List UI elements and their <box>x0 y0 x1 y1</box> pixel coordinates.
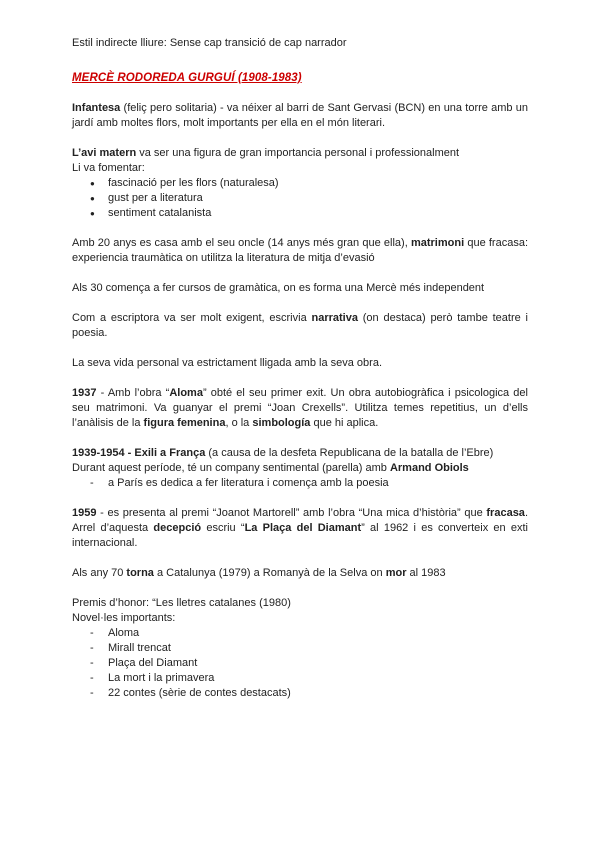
avi-intro: Li va fomentar: <box>72 162 145 174</box>
text-run: ” al 1962 i es converteix en exti internacional. <box>72 522 529 549</box>
text-run: - es presenta al premi “Joanot Martorell” amb l’obra “Una mica d’història” que <box>96 507 487 519</box>
bold-text: Infantesa <box>72 102 121 114</box>
text-run: a Catalunya (1979) a Romanyà de la Selva on <box>153 567 386 579</box>
list-item: ● sentiment catalanista <box>72 206 528 221</box>
text-run: que hi aplica. <box>310 417 379 429</box>
text-run: . Arrel d’aquesta <box>72 507 528 534</box>
text-run: - Amb l’obra “ <box>96 387 170 399</box>
list-item: ● fascinació per les flors (naturalesa) <box>72 176 528 191</box>
exili-paragraph <box>72 461 528 476</box>
bold-text: La Plaça del Diamant <box>244 522 362 534</box>
bold-text: mor <box>385 567 407 579</box>
text-run: Amb 20 anys es casa amb el seu oncle (14 anys més gran que ella), <box>72 237 411 249</box>
text-run: Durant aquest període, té un company sentimental (parella) amb <box>72 462 390 474</box>
bold-text: narrativa <box>311 312 358 324</box>
text-run: (on destaca) però tambe teatre i poesia. <box>72 312 528 339</box>
document-page <box>72 36 528 701</box>
text-run: que fracasa: experiencia traumàtica on utilitza la literatura de mitja d’evasió <box>72 237 529 264</box>
text-run: (feliç pero solitaria) - va néixer al barri de Sant Gervasi (BCN) en una torre amb un jardí amb moltes flors, molt importants per ella en el món literari. <box>72 102 528 129</box>
bold-text: 1939-1954 - Exili a França <box>72 447 206 459</box>
page-title: MERCÈ RODOREDA GURGUÍ (1908-1983) <box>72 72 302 84</box>
list-item: ● gust per a literatura <box>72 191 528 206</box>
text-run: Com a escriptora va ser molt exigent, escrivia <box>72 312 312 324</box>
text-run: va ser una figura de gran importancia personal i professionalment <box>136 147 460 159</box>
escriptora-paragraph <box>72 311 528 341</box>
setanta-paragraph <box>72 566 528 581</box>
text-run: escriu “ <box>201 522 245 534</box>
list-item: - Plaça del Diamant <box>72 656 528 671</box>
exili-heading <box>72 446 528 461</box>
novelles-heading: Novel·les importants: <box>72 612 176 624</box>
bold-text: matrimoni <box>410 237 465 249</box>
vint-anys-paragraph <box>72 236 528 266</box>
list-item: - a París es dedica a fer literatura i comença amb la poesia <box>72 476 528 491</box>
text-run: , o la <box>225 417 253 429</box>
text-run: Als any 70 <box>72 567 127 579</box>
bold-text: 1937 <box>72 387 97 399</box>
trenta-paragraph: Als 30 comença a fer cursos de gramàtica, on es forma una Mercè més independent <box>72 282 485 294</box>
list-item: - La mort i la primavera <box>72 671 528 686</box>
text-run: al 1983 <box>406 567 446 579</box>
infantesa-paragraph <box>72 101 528 131</box>
avi-paragraph <box>72 146 528 161</box>
vida-paragraph: La seva vida personal va estrictament lligada amb la seva obra. <box>72 357 383 369</box>
text-run: (a causa de la desfeta Republicana de la batalla de l’Ebre) <box>205 447 494 459</box>
bold-text: decepció <box>153 522 202 534</box>
header-line: Estil indirecte lliure: Sense cap transició de cap narrador <box>72 37 347 49</box>
bold-text: Aloma <box>169 387 203 399</box>
list-item: - Aloma <box>72 626 528 641</box>
bold-text: L’avi matern <box>72 147 137 159</box>
text-run: ” obté el seu primer exit. Un obra autobiogràfica i psicologica del seu matrimoni. Va guanyar el premi “Joan Crexells”. Utilitza temes repetitius, un d’ells l’anàlisis de la <box>72 387 528 429</box>
paragraph-1937 <box>72 386 528 431</box>
list-item: - Mirall trencat <box>72 641 528 656</box>
bold-text: figura femenina <box>143 417 226 429</box>
bold-text: Armand Obiols <box>389 462 469 474</box>
paragraph-1959 <box>72 506 528 551</box>
bold-text: torna <box>126 567 154 579</box>
bold-text: fracasa <box>486 507 525 519</box>
premis-line: Premis d’honor: “Les lletres catalanes (1980) <box>72 597 291 609</box>
list-item: - 22 contes (sèrie de contes destacats) <box>72 686 528 701</box>
exili-list <box>72 476 528 491</box>
novelles-list <box>72 626 528 701</box>
bold-text: 1959 <box>72 507 97 519</box>
avi-list <box>72 176 528 221</box>
bold-text: simbología <box>252 417 311 429</box>
